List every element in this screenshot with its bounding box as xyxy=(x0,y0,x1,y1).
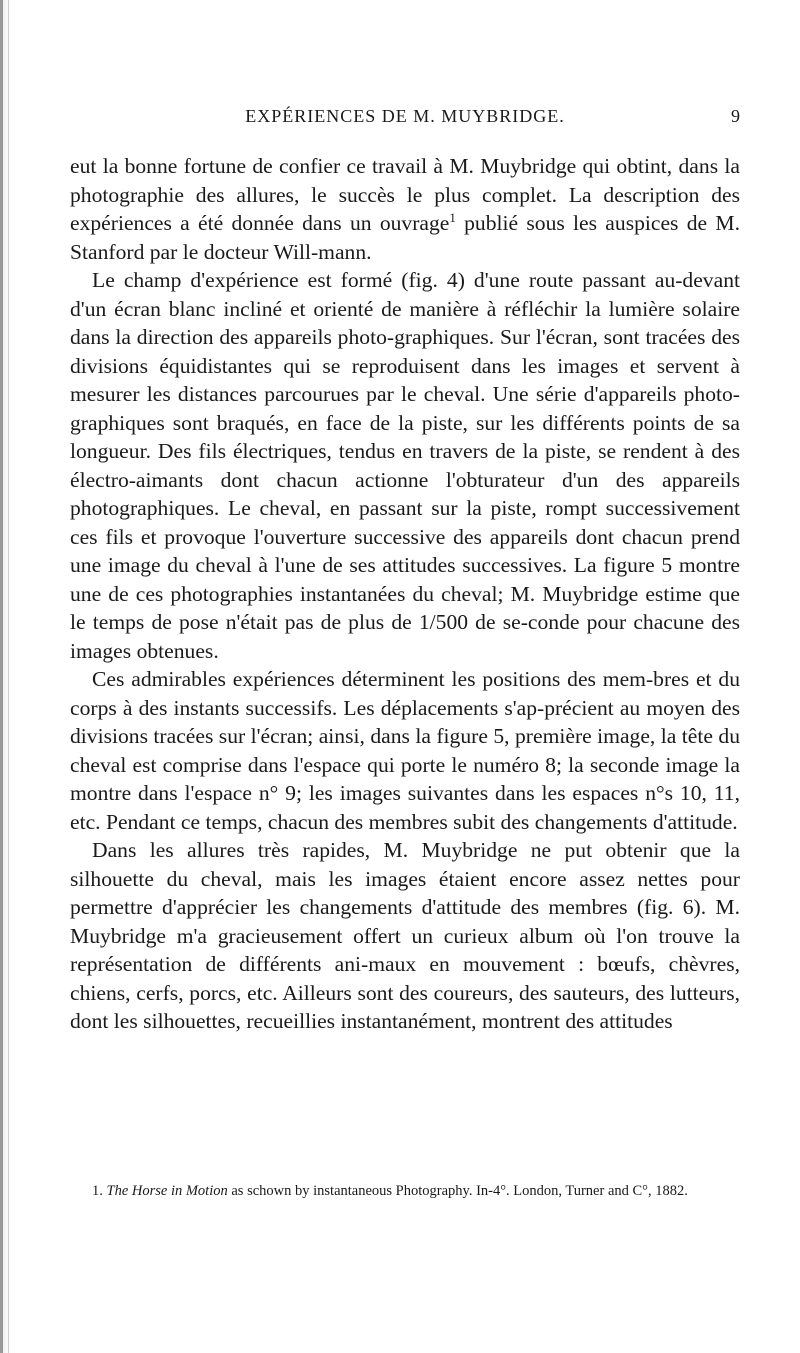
paragraph-1 xyxy=(70,152,740,266)
body-text xyxy=(70,152,740,1036)
footnote xyxy=(70,1182,740,1201)
footnote-line xyxy=(70,1182,740,1201)
paragraph-1-text-end: publié sous les auspices de M. Stanford par le docteur Will-mann. xyxy=(70,211,740,264)
paragraph-3: Ces admirables expériences déterminent les positions des mem-bres et du corps à des instants successifs. Les déplacements s'ap-précient au moyen des divisions tracées sur l'écran; ainsi, dans la figure 5, première image, la tête du cheval est comprise dans l'espace qui porte le numéro 8; la seconde image la montre dans l'espace n° 9; les images suivantes dans les espaces n°s 10, 11, etc. Pendant ce temps, chacun des membres subit des changements d'attitude. xyxy=(70,667,740,834)
paragraph-1-text: eut la bonne fortune de confier ce travail à M. Muybridge qui obtint, dans la photographie des allures, le succès le plus complet. La description des expériences a été donnée dans un ouvrage xyxy=(70,154,740,235)
page-header xyxy=(70,106,740,130)
paragraph-4: Dans les allures très rapides, M. Muybridge ne put obtenir que la silhouette du cheval, mais les images étaient encore assez nettes pour permettre d'apprécier les changements d'attitude des membres (fig. 6). M. Muybridge m'a gracieusement offert un curieux album où l'on trouve la représentation de différents ani-maux en mouvement : bœufs, chèvres, chiens, cerfs, porcs, etc. Ailleurs sont des coureurs, des sauteurs, des lutteurs, dont les silhouettes, recueillies instantanément, montrent des attitudes xyxy=(70,838,740,1033)
footnote-marker: 1 xyxy=(449,209,456,225)
running-title: EXPÉRIENCES DE M. MUYBRIDGE. xyxy=(245,106,565,126)
footnote-number: 1. xyxy=(92,1183,103,1199)
scan-edge xyxy=(0,0,3,1353)
page-number: 9 xyxy=(731,106,740,126)
footnote-book-title: The Horse in Motion xyxy=(106,1183,228,1199)
footnote-details: as schown by instantaneous Photography. In-4°. London, Turner and C°, 1882. xyxy=(227,1183,688,1199)
scan-edge-line xyxy=(8,0,9,1353)
paragraph-2: Le champ d'expérience est formé (fig. 4) d'une route passant au-devant d'un écran blanc incliné et orienté de manière à réfléchir la lumière solaire dans la direction des appareils photo-graphiques. Sur l'écran, sont tracées des divisions équidistantes qui se reproduisent dans les images et servent à mesurer les distances parcourues par le cheval. Une série d'appareils photo-graphiques sont braqués, en face de la piste, sur les différents points de sa longueur. Des fils électriques, tendus en travers de la piste, se rendent à des électro-aimants dont chacun actionne l'obturateur d'un des appareils photographiques. Le cheval, en passant sur la piste, rompt successivement ces fils et provoque l'ouverture successive des appareils dont chacun prend une image du cheval à l'une de ses attitudes successives. La figure 5 montre une de ces photographies instantanées du cheval; M. Muybridge estime que le temps de pose n'était pas de plus de 1/500 de se-conde pour chacune des images obtenues. xyxy=(70,268,740,663)
